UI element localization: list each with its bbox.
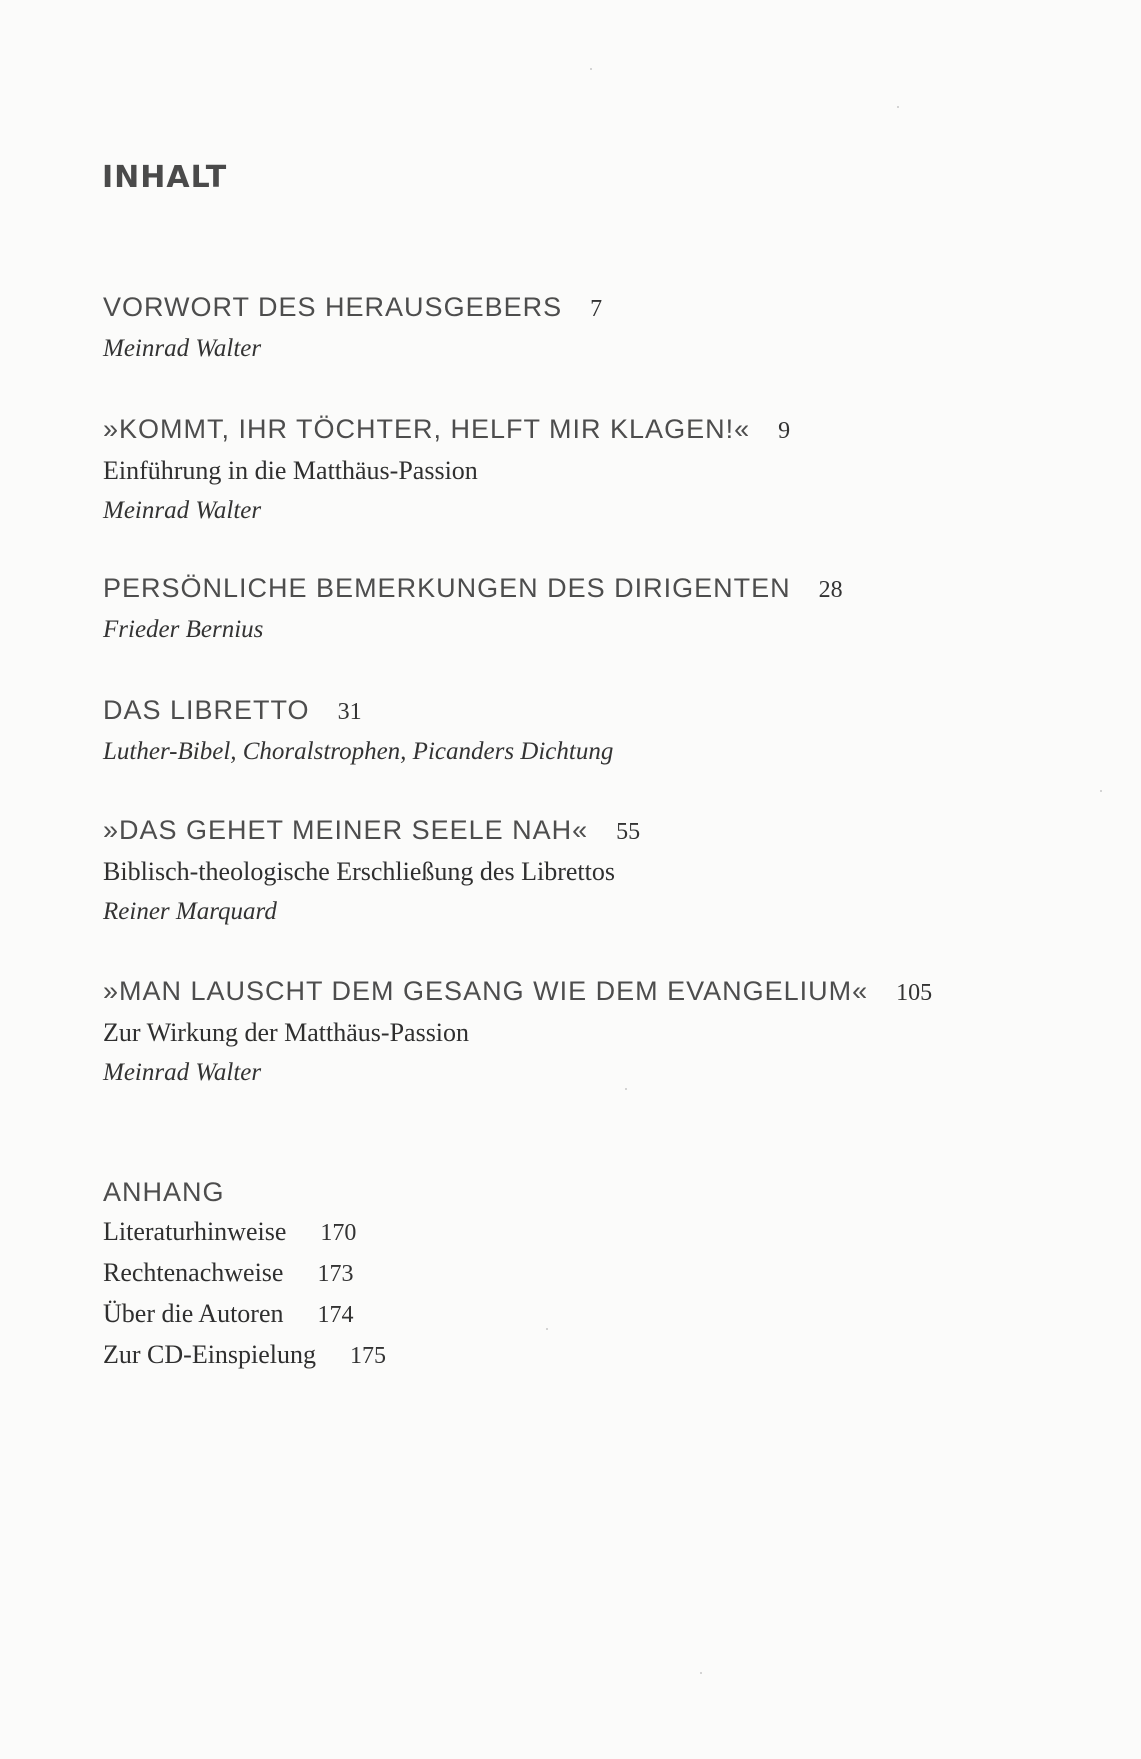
toc-entry-subtitle: Einführung in die Matthäus-Passion: [103, 456, 478, 485]
scan-speck: [546, 1328, 548, 1330]
scan-speck: [625, 1088, 627, 1090]
appendix-item-label: Literaturhinweise: [103, 1217, 287, 1246]
toc-entry-evangelium: [103, 971, 932, 1093]
toc-entry-page: 9: [778, 418, 791, 444]
toc-entry-title: »KOMMT, IHR TÖCHTER, HELFT MIR KLAGEN!«: [103, 414, 751, 444]
appendix-item-label: Zur CD-Einspielung: [103, 1340, 317, 1369]
toc-entry-page: 7: [590, 296, 603, 322]
toc-entry-title: »DAS GEHET MEINER SEELE NAH«: [103, 815, 589, 845]
toc-entry-heading: [103, 810, 640, 852]
page-title: INHALT: [102, 160, 228, 195]
toc-entry-heading: [103, 690, 613, 732]
scan-speck: [897, 106, 899, 108]
toc-entry-page: 105: [896, 980, 933, 1006]
toc-entry-author: Meinrad Walter: [103, 497, 262, 524]
toc-entry-conductor: [103, 568, 843, 650]
toc-entry-author: Frieder Bernius: [103, 616, 264, 643]
toc-entry-title: PERSÖNLICHE BEMERKUNGEN DES DIRIGENTEN: [103, 573, 791, 603]
toc-entry-page: 28: [818, 577, 843, 603]
appendix-heading: ANHANG: [103, 1177, 225, 1207]
appendix-item: [103, 1335, 386, 1376]
toc-entry-title: »MAN LAUSCHT DEM GESANG WIE DEM EVANGELIUM«: [103, 976, 869, 1006]
scan-speck: [590, 68, 592, 70]
toc-entry-heading: [103, 568, 843, 610]
appendix-item-label: Über die Autoren: [103, 1299, 284, 1328]
appendix-item: [103, 1212, 386, 1253]
toc-entry-heading: [103, 971, 932, 1013]
toc-entry-author: Meinrad Walter: [103, 335, 262, 362]
toc-entry-subtitle: Zur Wirkung der Matthäus-Passion: [103, 1018, 470, 1047]
toc-entry-title: VORWORT DES HERAUSGEBERS: [103, 292, 563, 322]
appendix-item-page: 173: [317, 1261, 354, 1287]
toc-appendix: [103, 1172, 386, 1376]
toc-entry-libretto: [103, 690, 613, 772]
toc-entry-kommt: [103, 409, 790, 531]
toc-entry-page: 31: [337, 699, 362, 725]
appendix-item-page: 174: [317, 1302, 354, 1328]
appendix-item: [103, 1253, 386, 1294]
toc-entry-author: Meinrad Walter: [103, 1059, 262, 1086]
toc-entry-seele: [103, 810, 640, 932]
appendix-item-page: 175: [350, 1343, 387, 1369]
toc-entry-subtitle: Biblisch-theologische Erschließung des Librettos: [103, 857, 615, 886]
toc-entry-heading: [103, 287, 602, 329]
toc-entry-foreword: [103, 287, 602, 369]
toc-entry-author: Luther-Bibel, Choralstrophen, Picanders Dichtung: [103, 738, 614, 765]
toc-entry-page: 55: [616, 819, 641, 845]
scan-speck: [700, 1672, 702, 1674]
toc-entry-title: DAS LIBRETTO: [103, 695, 310, 725]
scan-speck: [1100, 790, 1102, 792]
appendix-item-page: 170: [320, 1220, 357, 1246]
toc-entry-heading: [103, 409, 790, 451]
appendix-item-label: Rechtenachweise: [103, 1258, 284, 1287]
appendix-item: [103, 1294, 386, 1335]
toc-entry-author: Reiner Marquard: [103, 898, 277, 925]
